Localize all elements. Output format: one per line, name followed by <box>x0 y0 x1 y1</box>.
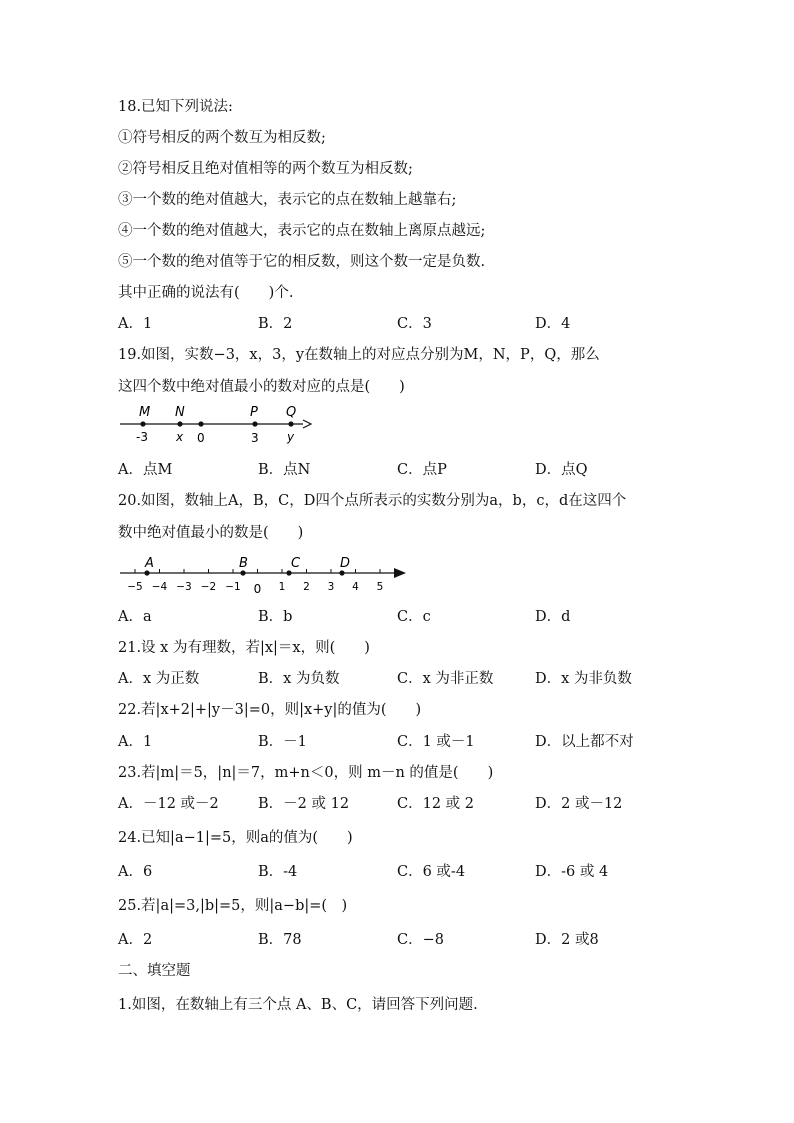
q22-stem: 22.若|x+2|+|y－3|=0，则|x+y|的值为( ) <box>118 702 422 718</box>
q18-statement-1: ①符号相反的两个数互为相反数; <box>118 130 326 146</box>
q21-stem: 21.设 x 为有理数，若|x|＝x，则( ) <box>118 640 370 656</box>
section-2-title: 二、填空题 <box>118 963 191 979</box>
q19-option-d[interactable]: D．点Q <box>535 462 588 478</box>
q19-label-q: Q <box>286 405 297 420</box>
q20-tick-label: 4 <box>352 581 359 593</box>
q21-option-a[interactable]: A．x 为正数 <box>118 671 200 687</box>
q20-dot-b <box>240 570 245 575</box>
q21-option-b[interactable]: B．x 为负数 <box>258 671 340 687</box>
q25-option-d[interactable]: D．2 或8 <box>535 932 599 948</box>
q19-option-b[interactable]: B．点N <box>258 462 311 478</box>
q25-options <box>118 930 738 950</box>
q22-option-b[interactable]: B．－1 <box>258 734 307 750</box>
q19-options <box>118 460 738 480</box>
q20-tick-label: 5 <box>376 581 384 593</box>
q20-label-d: D <box>340 556 351 571</box>
q25-option-a[interactable]: A．2 <box>118 932 153 948</box>
q19-line-2: 这四个数中绝对值最小的数对应的点是( ) <box>118 379 405 395</box>
q20-axis-arrow <box>394 568 406 578</box>
q20-tick-label: −2 <box>200 581 217 593</box>
q23-options <box>118 794 738 814</box>
q20-option-b[interactable]: B．b <box>258 609 293 625</box>
q20-dot-d <box>339 570 344 575</box>
q18-statement-5: ⑤一个数的绝对值等于它的相反数，则这个数一定是负数. <box>118 254 486 270</box>
q18-option-a[interactable]: A．1 <box>118 316 153 332</box>
q19-value-x: x <box>176 430 184 444</box>
q20-tick-labels <box>127 581 383 596</box>
q20-tick-label: −4 <box>151 581 168 593</box>
q23-option-b[interactable]: B．－2 或 12 <box>258 796 350 812</box>
q23-stem: 23.若|m|＝5，|n|＝7，m+n＜0，则 m－n 的值是( ) <box>118 765 494 781</box>
q21-option-c[interactable]: C．x 为非正数 <box>397 671 494 687</box>
section-2-q1: 1.如图，在数轴上有三个点 A、B、C，请回答下列问题. <box>118 997 478 1013</box>
q20-tick-label: −5 <box>127 581 143 593</box>
q20-tick-label: −3 <box>176 581 192 593</box>
q20-options <box>118 607 738 627</box>
q18-statement-3: ③一个数的绝对值越大，表示它的点在数轴上越靠右; <box>118 192 457 208</box>
q19-value-neg3: -3 <box>136 430 148 444</box>
q22-option-d[interactable]: D．以上都不对 <box>535 734 634 750</box>
q25-option-c[interactable]: C．−8 <box>397 932 444 948</box>
q19-dot-p <box>252 421 257 426</box>
q20-dot-a <box>144 570 149 575</box>
q20-number-line-figure <box>115 550 415 600</box>
q25-option-b[interactable]: B．78 <box>258 932 302 948</box>
q24-option-c[interactable]: C．6 或-4 <box>397 864 466 880</box>
q22-options <box>118 732 738 752</box>
q22-option-a[interactable]: A．1 <box>118 734 153 750</box>
q20-label-b: B <box>239 556 248 571</box>
q21-options <box>118 669 738 689</box>
q20-tick-label: 1 <box>278 581 286 593</box>
q18-statement-2: ②符号相反且绝对值相等的两个数互为相反数; <box>118 161 413 177</box>
q20-tick-label: 0 <box>253 582 262 596</box>
q23-option-a[interactable]: A．－12 或－2 <box>118 796 219 812</box>
q19-option-c[interactable]: C．点P <box>397 462 447 478</box>
q19-value-zero: 0 <box>197 431 205 445</box>
q20-tick-label: 2 <box>303 581 310 593</box>
q23-option-d[interactable]: D．2 或－12 <box>535 796 623 812</box>
q19-line-1: 19.如图，实数−3，x，3，y在数轴上的对应点分别为M，N，P，Q，那么 <box>118 347 600 363</box>
q20-option-a[interactable]: A．a <box>118 609 152 625</box>
q19-number-line-figure <box>115 400 315 448</box>
q19-dot-zero <box>198 421 203 426</box>
q18-options <box>118 314 738 334</box>
q19-label-m: M <box>139 405 151 420</box>
q20-line-2: 数中绝对值最小的数是( ) <box>118 525 304 541</box>
q18-statement-4: ④一个数的绝对值越大，表示它的点在数轴上离原点越远; <box>118 223 486 239</box>
q19-dot-m <box>140 421 145 426</box>
q18-option-c[interactable]: C．3 <box>397 316 432 332</box>
q20-option-d[interactable]: D．d <box>535 609 571 625</box>
q24-option-d[interactable]: D．-6 或 4 <box>535 864 609 880</box>
q19-value-y: y <box>287 430 295 444</box>
q19-label-n: N <box>175 405 185 420</box>
q20-option-c[interactable]: C．c <box>397 609 431 625</box>
q19-option-a[interactable]: A．点M <box>118 462 173 478</box>
q20-tick-label: −1 <box>225 581 241 593</box>
q18-question: 其中正确的说法有( )个. <box>118 285 294 301</box>
q19-dot-q <box>288 421 293 426</box>
q18-stem: 18.已知下列说法: <box>118 99 233 115</box>
q20-label-c: C <box>291 556 301 571</box>
q24-option-b[interactable]: B．-4 <box>258 864 298 880</box>
q23-option-c[interactable]: C．12 或 2 <box>397 796 474 812</box>
q18-option-d[interactable]: D．4 <box>535 316 571 332</box>
q19-dot-n <box>177 421 182 426</box>
q20-tick-label: 3 <box>327 581 335 593</box>
q19-label-p: P <box>250 405 258 420</box>
q18-option-b[interactable]: B．2 <box>258 316 293 332</box>
q20-label-a: A <box>145 556 154 571</box>
q20-line-1: 20.如图，数轴上A，B，C，D四个点所表示的实数分别为a，b，c，d在这四个 <box>118 493 627 509</box>
q24-options <box>118 862 738 882</box>
q24-option-a[interactable]: A．6 <box>118 864 153 880</box>
q21-option-d[interactable]: D．x 为非负数 <box>535 671 632 687</box>
q25-stem: 25.若|a|=3,|b|=5，则|a−b|=( ) <box>118 898 348 914</box>
q22-option-c[interactable]: C．1 或－1 <box>397 734 475 750</box>
q19-value-3: 3 <box>251 431 259 445</box>
q20-dot-c <box>286 570 291 575</box>
q24-stem: 24.已知|a−1|=5，则a的值为( ) <box>118 830 353 846</box>
q19-axis-arrow <box>303 420 311 428</box>
